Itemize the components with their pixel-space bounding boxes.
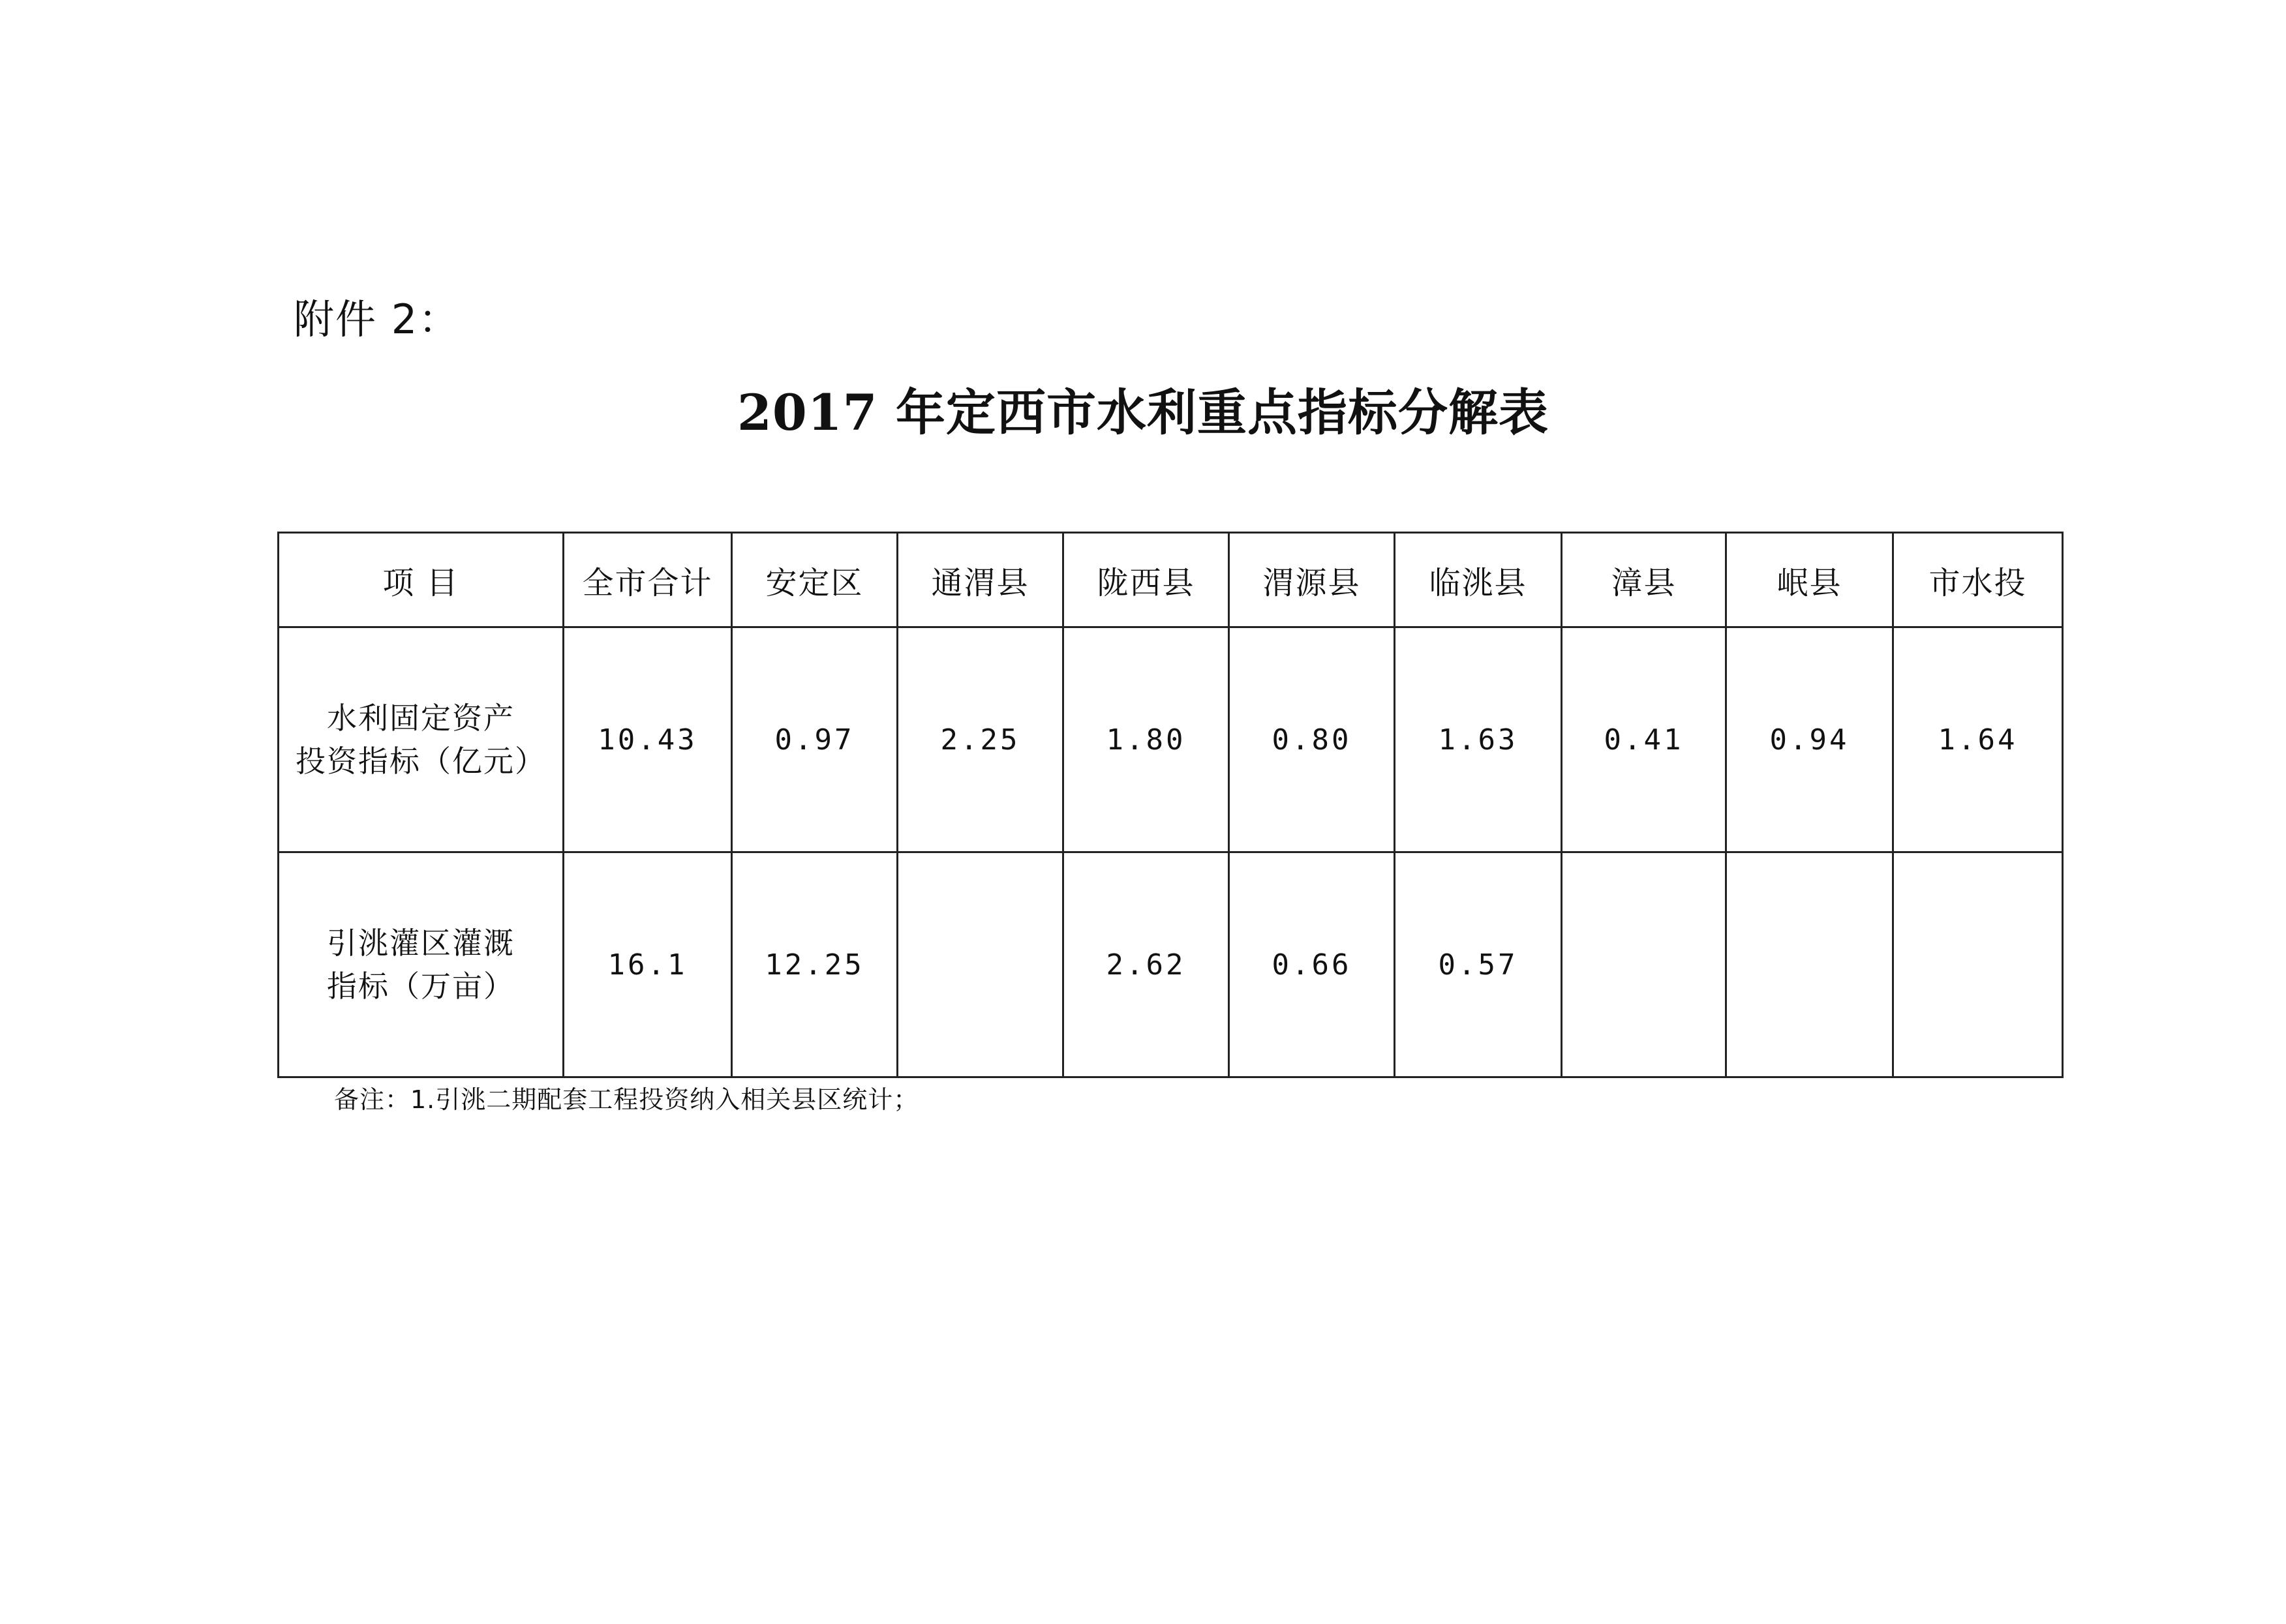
attachment-label: 附件 2： <box>294 295 461 343</box>
table-cell: 0.94 <box>1726 627 1893 852</box>
row-label-irrigation <box>279 852 564 1077</box>
table-cell: 16.1 <box>564 852 732 1077</box>
table-cell: 1.64 <box>1893 627 2063 852</box>
row-label-line: 水利固定资产 <box>327 700 515 736</box>
header-tongwei: 通渭县 <box>898 533 1063 627</box>
header-lintao: 临洮县 <box>1395 533 1562 627</box>
table-cell: 0.97 <box>732 627 898 852</box>
table-cell: 12.25 <box>732 852 898 1077</box>
indicator-table <box>277 532 2064 1078</box>
table-cell: 10.43 <box>564 627 732 852</box>
table-cell <box>898 852 1063 1077</box>
header-city-total: 全市合计 <box>564 533 732 627</box>
table-cell: 1.80 <box>1063 627 1229 852</box>
header-zhangxian: 漳县 <box>1562 533 1726 627</box>
table-cell <box>1893 852 2063 1077</box>
header-item: 项 目 <box>279 533 564 627</box>
header-weiyuan: 渭源县 <box>1229 533 1395 627</box>
header-anding: 安定区 <box>732 533 898 627</box>
table-row <box>279 852 2063 1077</box>
table-cell: 0.80 <box>1229 627 1395 852</box>
footnote: 备注：1.引洮二期配套工程投资纳入相关县区统计； <box>334 1085 919 1114</box>
table-cell: 1.63 <box>1395 627 1562 852</box>
header-city-water-investment: 市水投 <box>1893 533 2063 627</box>
header-longxi: 陇西县 <box>1063 533 1229 627</box>
table-row <box>279 627 2063 852</box>
table-cell <box>1726 852 1893 1077</box>
table-cell: 0.41 <box>1562 627 1726 852</box>
header-minxian: 岷县 <box>1726 533 1893 627</box>
row-label-investment <box>279 627 564 852</box>
table-header-row <box>279 533 2063 627</box>
table-cell <box>1562 852 1726 1077</box>
row-label-line: 指标（万亩） <box>327 969 515 1004</box>
table-cell: 0.57 <box>1395 852 1562 1077</box>
row-label-line: 引洮灌区灌溉 <box>327 925 515 961</box>
table-cell: 2.62 <box>1063 852 1229 1077</box>
table-cell: 2.25 <box>898 627 1063 852</box>
row-label-line: 投资指标（亿元） <box>296 744 546 779</box>
document-title: 2017 年定西市水利重点指标分解表 <box>737 383 1549 442</box>
table-cell: 0.66 <box>1229 852 1395 1077</box>
